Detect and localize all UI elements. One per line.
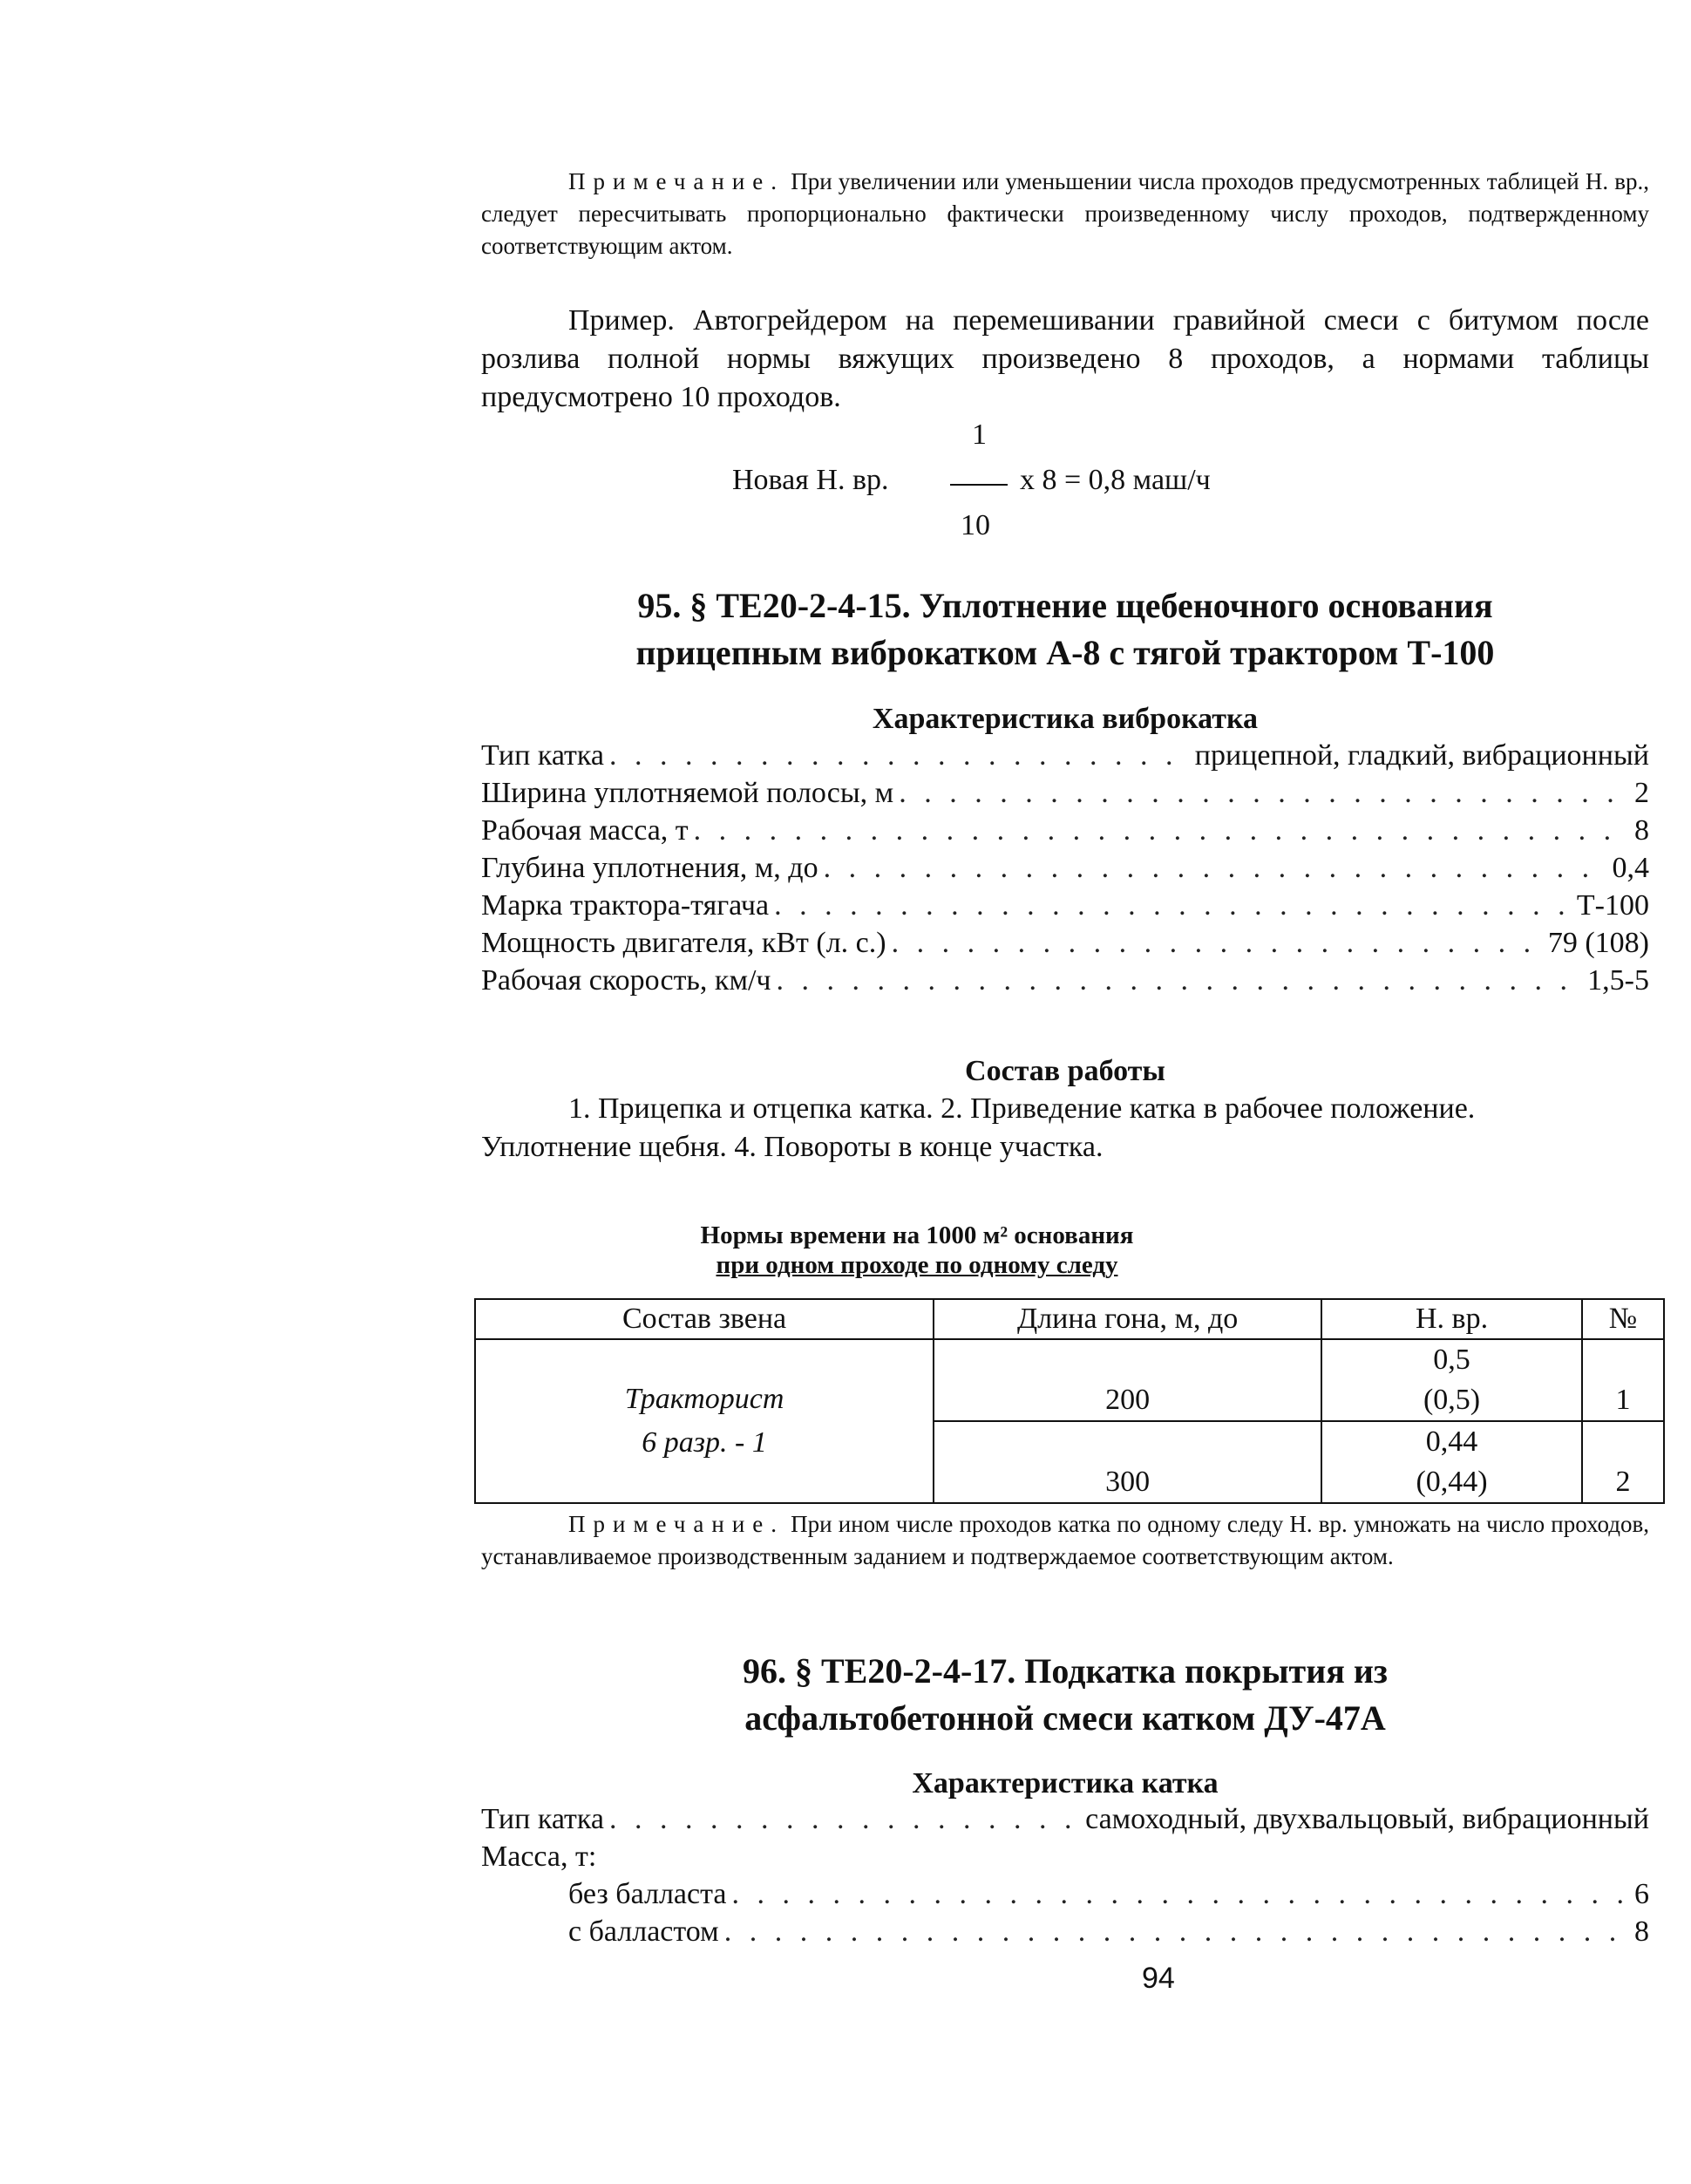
spec-label: Рабочая скорость, км/ч: [481, 964, 771, 997]
spec-value: Т-100: [1576, 889, 1649, 922]
leader-dots: [694, 814, 1629, 847]
norm-alt-value: (0,5): [1423, 1384, 1481, 1416]
formula-fraction-bar: [950, 484, 1008, 486]
formula-label: Новая Н. вр.: [732, 464, 889, 496]
leader-dots: [609, 1803, 1080, 1836]
spec-row: [481, 889, 1649, 927]
col-header-crew: Состав звена: [475, 1299, 934, 1339]
crew-line2: 6 разр. - 1: [642, 1426, 767, 1459]
table-caption-line2: при одном проходе по одному следу: [716, 1251, 1118, 1279]
norm-cell: [1321, 1421, 1582, 1503]
leader-dots: [724, 1915, 1629, 1949]
spec-row: [481, 1840, 1649, 1878]
leader-dots: [824, 852, 1607, 885]
spec-label: Тип катка: [481, 739, 604, 772]
leader-dots: [774, 889, 1572, 922]
example-text: Пример. Автогрейдером на перемешивании гравийной смеси с битумом после розлива полной нормы вяжущих произведено 8 проходов, а нормами таблицы предусмотрено 10 проходов.: [481, 304, 1649, 413]
crew-line1: Тракторист: [624, 1383, 784, 1415]
norms-table: [474, 1298, 1665, 1504]
col-header-norm: Н. вр.: [1321, 1299, 1582, 1339]
norm-cell: [1321, 1339, 1582, 1421]
note-label: Примечание.: [568, 1511, 785, 1537]
spec-label: с балластом: [568, 1915, 719, 1948]
work-line-1: 1. Прицепка и отцепка катка. 2. Приведение катка в рабочее положение.: [568, 1092, 1476, 1125]
spec-value: самоходный, двухвальцовый, вибрационный: [1085, 1803, 1649, 1835]
work-composition-heading: Состав работы: [965, 1055, 1165, 1087]
table-row: [475, 1339, 1664, 1421]
spec-label: без балласта: [568, 1878, 727, 1910]
section-96-title-line2: асфальтобетонной смеси катком ДУ-47А: [744, 1698, 1386, 1738]
mass-label: Масса, т:: [481, 1840, 597, 1873]
work-line-2: Уплотнение щебня. 4. Повороты в конце участка.: [481, 1131, 1104, 1163]
leader-dots: [899, 777, 1629, 810]
norm-value: 0,5: [1433, 1344, 1470, 1376]
spec-row: [481, 777, 1649, 814]
length-cell: 300: [934, 1421, 1321, 1503]
col-header-length: Длина гона, м, до: [934, 1299, 1321, 1339]
formula-denominator: 10: [961, 509, 990, 541]
spec-row: [481, 927, 1649, 964]
spec-value: 8: [1634, 1915, 1649, 1948]
spec-value: 8: [1634, 814, 1649, 847]
spec-label: Рабочая масса, т: [481, 814, 689, 847]
norm-alt-value: (0,44): [1416, 1466, 1488, 1498]
spec-value: 79 (108): [1547, 927, 1649, 959]
section-95-spec-list: [481, 739, 1649, 1002]
spec-row: [481, 852, 1649, 889]
number-cell: 1: [1582, 1339, 1664, 1421]
spec-row: [481, 1878, 1649, 1915]
note-table: [481, 1508, 1649, 1573]
length-cell: 200: [934, 1339, 1321, 1421]
spec-row: [481, 1915, 1649, 1953]
table-header-row: [475, 1299, 1664, 1339]
spec-label: Тип катка: [481, 1803, 604, 1835]
spec-row: [481, 739, 1649, 777]
section-95-spec-heading: Характеристика виброкатка: [872, 703, 1259, 735]
formula-result: х 8 = 0,8 маш/ч: [1020, 464, 1211, 496]
note-text: При увеличении или уменьшении числа проходов предусмотренных таблицей Н. вр., следует пересчитывать пропорционально фактически произведенному числу проходов, подтвержденному соответствующим актом.: [481, 168, 1649, 259]
table-caption: [481, 1221, 1353, 1280]
section-95-title: [481, 582, 1649, 677]
number-cell: 2: [1582, 1421, 1664, 1503]
spec-value: 2: [1634, 777, 1649, 809]
spec-value: 1,5-5: [1587, 964, 1649, 997]
table-caption-line1: Нормы времени на 1000 м² основания: [700, 1221, 1134, 1249]
col-header-number: №: [1582, 1299, 1664, 1339]
section-96-spec-list: [481, 1803, 1649, 1953]
leader-dots: [892, 927, 1543, 960]
spec-value: прицепной, гладкий, вибрационный: [1194, 739, 1649, 772]
leader-dots: [731, 1878, 1629, 1911]
section-96-title-line1: 96. § ТЕ20-2-4-17. Подкатка покрытия из: [742, 1651, 1389, 1691]
section-95-title-line1: 95. § ТЕ20-2-4-15. Уплотнение щебеночного основания: [637, 586, 1493, 625]
section-96-title: [481, 1648, 1649, 1742]
note-passes: [481, 166, 1649, 262]
norm-value: 0,44: [1425, 1425, 1478, 1458]
formula-numerator: 1: [972, 418, 987, 451]
spec-label: Мощность двигателя, кВт (л. с.): [481, 927, 886, 959]
crew-cell: [475, 1339, 934, 1503]
spec-row: [481, 814, 1649, 852]
note-text: При ином числе проходов катка по одному следу Н. вр. умножать на число проходов, устанавливаемое производственным заданием и подтверждаемое соответствующим актом.: [481, 1511, 1649, 1569]
leader-dots: [777, 964, 1583, 997]
spec-value: 6: [1634, 1878, 1649, 1910]
page-number: 94: [1142, 1962, 1175, 1995]
section-95-title-line2: прицепным виброкатком А-8 с тягой трактором Т-100: [635, 633, 1495, 672]
work-composition-text: [481, 1090, 1649, 1167]
spec-row: [481, 1803, 1649, 1840]
formula: [732, 418, 1342, 549]
spec-label: Ширина уплотняемой полосы, м: [481, 777, 894, 809]
note-label: Примечание.: [568, 168, 785, 194]
spec-label: Марка трактора-тягача: [481, 889, 770, 922]
example-paragraph: [481, 302, 1649, 417]
leader-dots: [609, 739, 1190, 772]
spec-value: 0,4: [1612, 852, 1649, 884]
spec-label: Глубина уплотнения, м, до: [481, 852, 818, 884]
spec-row: [481, 964, 1649, 1002]
section-96-spec-heading: Характеристика катка: [912, 1767, 1219, 1800]
